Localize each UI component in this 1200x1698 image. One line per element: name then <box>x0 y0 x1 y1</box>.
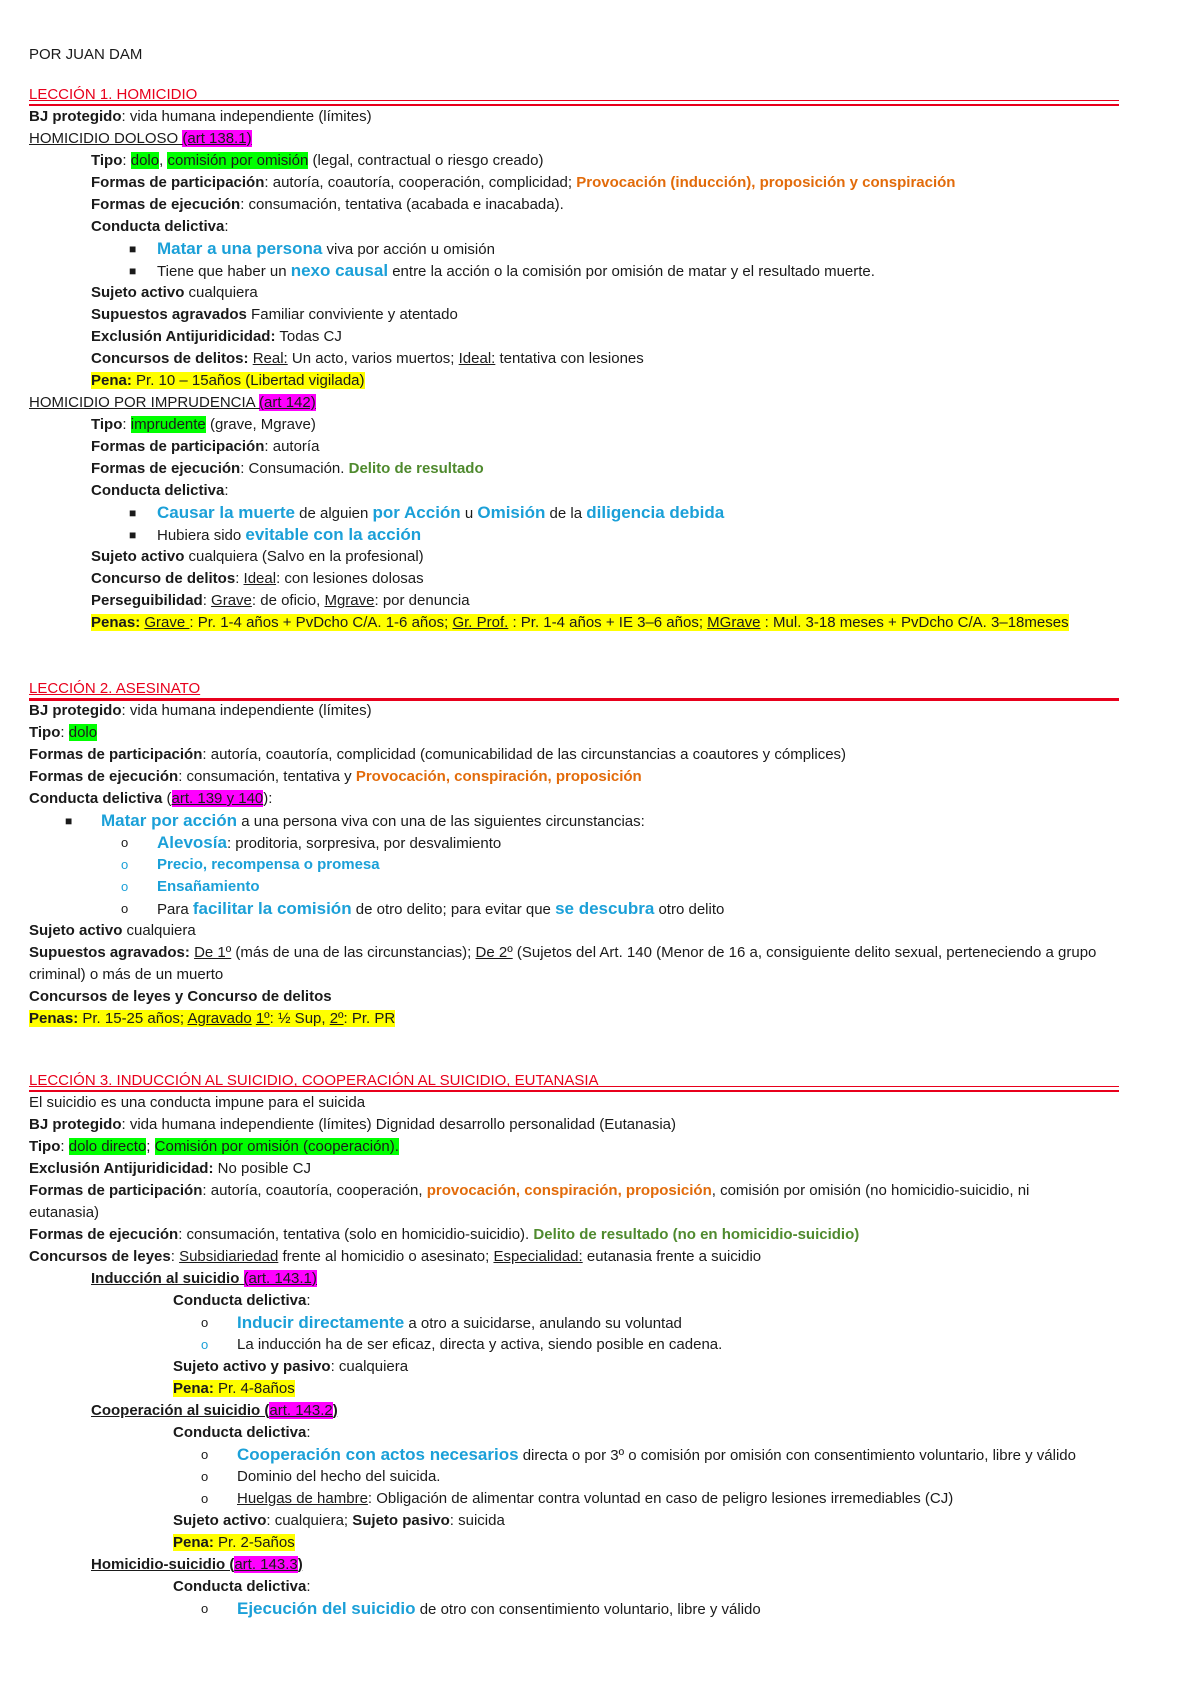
circle-bullet-icon: o <box>201 1337 209 1352</box>
tipo-line: Tipo: imprudente (grave, Mgrave) <box>91 416 316 433</box>
bullet-icon: ■ <box>129 264 137 278</box>
lesson-1-heading <box>29 84 1119 106</box>
circle-item: o Cooperación con actos necesarios directa o por 3º o comisión por omisión con consentimiento voluntario, libre y válido <box>201 1445 1076 1464</box>
formas-participacion-line: Formas de participación: autoría, coautoría, cooperación, complicidad; Provocación (inducción), proposición y conspiración <box>91 174 956 191</box>
sujeto-line: Sujeto activo y pasivo: cualquiera <box>173 1358 409 1375</box>
circle-item: o La inducción ha de ser eficaz, directa y activa, siendo posible en cadena. <box>29 1334 1119 1356</box>
induccion-heading: Inducción al suicidio (art. 143.1) <box>91 1270 317 1287</box>
formas-ejecucion-line: Formas de ejecución: consumación, tentativa (solo en homicidio-suicidio). Delito de resultado (no en homicidio-suicidio) <box>29 1226 860 1243</box>
concurso-line: Concurso de delitos: Ideal: con lesiones dolosas <box>91 570 424 587</box>
penas-line: Penas: Grave : Pr. 1-4 años + PvDcho C/A. 1-6 años; Gr. Prof. : Pr. 1-4 años + IE 3–6 años; MGrave : Mul. 3-18 meses + PvDcho C/A. 3–18meses <box>91 614 1069 631</box>
lesson-3-heading <box>29 1070 1119 1092</box>
pena-line: Pena: Pr. 2-5años <box>173 1534 295 1551</box>
author-line: POR JUAN DAM <box>29 46 143 63</box>
bullet-item: ■ Matar por acción a una persona viva con una de las siguientes circunstancias: <box>65 811 645 830</box>
bj-line: BJ protegido: vida humana independiente (límites) <box>29 702 372 719</box>
penas-line: Penas: Pr. 15-25 años; Agravado 1º: ½ Sup, 2º: Pr. PR <box>29 1010 396 1027</box>
circle-item: o Alevosía: proditoria, sorpresiva, por desvalimiento <box>121 833 502 852</box>
supuestos-agravados-line: Supuestos agravados: De 1º (más de una de las circunstancias); De 2º (Sujetos del Art. 140 (Menor de 16 a, consiguiente delito sexual, perteneciendo a grupo criminal) o más de un muerto <box>29 944 1097 983</box>
formas-participacion-line: Formas de participación: autoría <box>91 438 320 455</box>
bullet-icon: ■ <box>129 528 137 542</box>
lesson-3 <box>29 1070 1119 1620</box>
tipo-line: Tipo: dolo, comisión por omisión (legal, contractual o riesgo creado) <box>91 152 544 169</box>
conducta-delictiva-line: Conducta delictiva: <box>173 1292 311 1309</box>
pena-line: Pena: Pr. 10 – 15años (Libertad vigilada) <box>91 372 365 389</box>
tipo-line: Tipo: dolo directo; Comisión por omisión (cooperación). <box>29 1138 399 1155</box>
lesson-1 <box>29 84 1119 634</box>
bullet-icon: ■ <box>129 506 137 520</box>
sujeto-activo-line: Sujeto activo cualquiera <box>91 284 258 301</box>
bullet-item: ■ Causar la muerte de alguien por Acción u Omisión de la diligencia debida <box>129 503 725 522</box>
circle-item: o Ensañamiento <box>29 876 1119 898</box>
concursos-leyes-line: Concursos de leyes: Subsidiariedad frente al homicidio o asesinato; Especialidad: eutanasia frente a suicidio <box>29 1248 762 1265</box>
formas-participacion-line: Formas de participación: autoría, coautoría, complicidad (comunicabilidad de las circunstancias a coautores y cómplices) <box>29 746 847 763</box>
circle-bullet-icon: o <box>201 1469 209 1484</box>
exclusion-line: Exclusión Antijuridicidad: No posible CJ <box>29 1160 312 1177</box>
circle-item: o Dominio del hecho del suicida. <box>29 1466 1119 1488</box>
perseguibilidad-line: Perseguibilidad: Grave: de oficio, Mgrave: por denuncia <box>91 592 470 609</box>
bj-line: BJ protegido: vida humana independiente (límites) <box>29 108 372 125</box>
circle-bullet-icon: o <box>201 1315 209 1330</box>
formas-ejecucion-line: Formas de ejecución: Consumación. Delito de resultado <box>91 460 484 477</box>
circle-item: o Ejecución del suicidio de otro con consentimiento voluntario, libre y válido <box>201 1599 761 1618</box>
sujeto-line: Sujeto activo: cualquiera; Sujeto pasivo: suicida <box>173 1512 505 1529</box>
circle-item: o Inducir directamente a otro a suicidarse, anulando su voluntad <box>201 1313 682 1332</box>
conducta-delictiva-line: Conducta delictiva: <box>173 1424 311 1441</box>
conducta-delictiva-line: Conducta delictiva (art. 139 y 140): <box>29 790 273 807</box>
bullet-item: ■ Hubiera sido evitable con la acción <box>129 525 422 544</box>
lesson-3-title: LECCIÓN 3. INDUCCIÓN AL SUICIDIO, COOPERACIÓN AL SUICIDIO, EUTANASIA <box>29 1072 599 1089</box>
circle-bullet-icon: o <box>121 857 129 872</box>
homicidio-doloso-heading: HOMICIDIO DOLOSO (art 138.1) <box>29 130 252 147</box>
bullet-icon: ■ <box>65 814 73 828</box>
lesson-2-heading <box>29 678 1119 700</box>
formas-ejecucion-line: Formas de ejecución: consumación, tentativa y Provocación, conspiración, proposición <box>29 768 642 785</box>
circle-item: o Huelgas de hambre: Obligación de alimentar contra voluntad en caso de peligro lesiones irremediables (CJ) <box>29 1488 1119 1510</box>
bj-line: BJ protegido: vida humana independiente (límites) Dignidad desarrollo personalidad (Eutanasia) <box>29 1116 676 1133</box>
formas-participacion-line: Formas de participación: autoría, coautoría, cooperación, provocación, conspiración, proposición, comisión por omisión (no homicidio-suicidio, ni eutanasia) <box>29 1182 1030 1221</box>
conducta-delictiva-line: Conducta delictiva: <box>91 218 229 235</box>
supuestos-agravados-line: Supuestos agravados Familiar conviviente y atentado <box>91 306 458 323</box>
lesson-2 <box>29 678 1119 1030</box>
circle-bullet-icon: o <box>201 1491 209 1506</box>
conducta-delictiva-line: Conducta delictiva: <box>91 482 229 499</box>
circle-bullet-icon: o <box>121 835 129 850</box>
homicidio-imprudencia-heading: HOMICIDIO POR IMPRUDENCIA (art 142) <box>29 394 316 411</box>
pena-line: Pena: Pr. 4-8años <box>173 1380 295 1397</box>
circle-item: o Para facilitar la comisión de otro delito; para evitar que se descubra otro delito <box>121 899 725 918</box>
homicidio-suicidio-heading: Homicidio-suicidio (art. 143.3) <box>91 1556 303 1573</box>
sujeto-activo-line: Sujeto activo cualquiera (Salvo en la profesional) <box>91 548 424 565</box>
formas-ejecucion-line: Formas de ejecución: consumación, tentativa (acabada e inacabada). <box>91 196 564 213</box>
sujeto-activo-line: Sujeto activo cualquiera <box>29 922 196 939</box>
intro-line: El suicidio es una conducta impune para el suicida <box>29 1094 366 1111</box>
circle-bullet-icon: o <box>201 1601 209 1616</box>
concursos-line: Concursos de delitos: Real: Un acto, varios muertos; Ideal: tentativa con lesiones <box>91 350 644 367</box>
lesson-2-title: LECCIÓN 2. ASESINATO <box>29 680 201 697</box>
bullet-icon: ■ <box>129 242 137 256</box>
conducta-delictiva-line: Conducta delictiva: <box>173 1578 311 1595</box>
circle-bullet-icon: o <box>121 901 129 916</box>
lesson-1-title: LECCIÓN 1. HOMICIDIO <box>29 86 198 103</box>
exclusion-line: Exclusión Antijuridicidad: Todas CJ <box>91 328 342 345</box>
cooperacion-heading: Cooperación al suicidio (art. 143.2) <box>91 1402 338 1419</box>
circle-bullet-icon: o <box>201 1447 209 1462</box>
circle-item: o Precio, recompensa o promesa <box>29 854 1119 876</box>
bullet-item: ■ Tiene que haber un nexo causal entre la acción o la comisión por omisión de matar y el resultado muerte. <box>129 261 875 280</box>
concursos-line: Concursos de leyes y Concurso de delitos <box>29 988 332 1005</box>
tipo-line: Tipo: dolo <box>29 724 98 741</box>
bullet-item: ■ Matar a una persona viva por acción u omisión <box>129 239 495 258</box>
circle-bullet-icon: o <box>121 879 129 894</box>
